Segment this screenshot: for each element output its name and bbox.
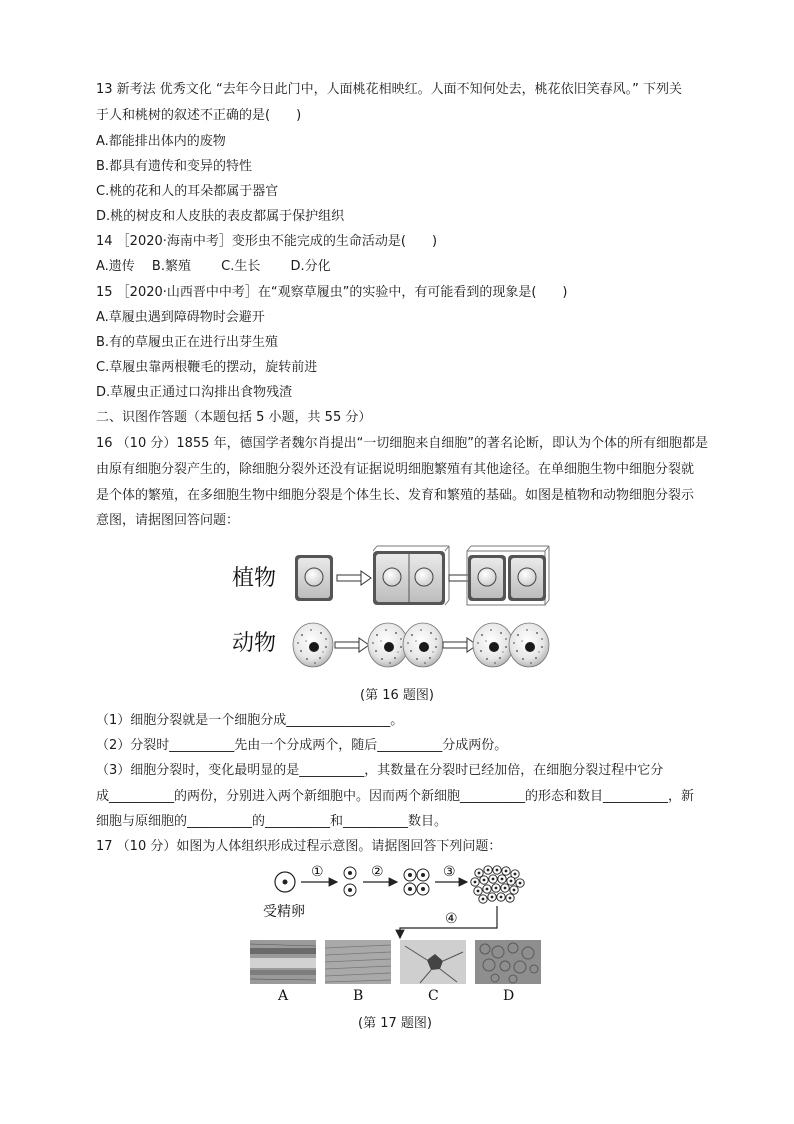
plant-cells-divided — [467, 546, 549, 605]
animal-cell-dividing — [368, 623, 443, 667]
arrow-icon — [335, 638, 369, 652]
tissue-image-d — [475, 940, 541, 984]
cell-division-figure — [225, 545, 565, 680]
q16-sub-2: （2）分裂时__________先由一个分成两个，随后__________分成两份。 — [96, 738, 508, 753]
plant-cell-dividing — [373, 546, 449, 605]
egg-label: 受精卵 — [263, 904, 305, 920]
tissue-image-a — [250, 940, 316, 984]
animal-cells-divided — [473, 623, 549, 667]
q14-options: A.遗传 B.繁殖 C.生长 D.分化 — [96, 259, 331, 274]
tissue-label-b: B — [353, 988, 364, 1004]
q16-stem-line2: 由原有细胞分裂产生的，除细胞分裂外还没有证据说明细胞繁殖有其他途径。在单细胞生物中细胞分裂就 — [96, 462, 695, 477]
q13-option-a: A.都能排出体内的废物 — [96, 134, 226, 149]
plant-label: 植物 — [232, 566, 277, 591]
tissue-label-c: C — [428, 988, 439, 1004]
figure-16-caption: (第 16 题图) — [360, 688, 434, 703]
tissue-image-c — [400, 940, 466, 984]
q15-option-a: A.草履虫遇到障碍物时会避开 — [96, 310, 265, 325]
arrow-icon — [443, 638, 477, 652]
plant-cell-1 — [295, 555, 333, 601]
q16-stem-line4: 意图，请据图回答问题： — [96, 513, 240, 528]
tissue-formation-figure — [245, 862, 545, 1007]
tissue-label-d: D — [503, 988, 515, 1004]
q14-stem: 14 ［2020·海南中考］变形虫不能完成的生命活动是( ) — [96, 234, 438, 249]
q13-stem-line2: 于人和桃树的叙述不正确的是( ) — [96, 108, 302, 123]
q16-sub-3-line2: 成__________的两份，分别进入两个新细胞中。因而两个新细胞__________的形态和数目__________，新 — [96, 789, 695, 804]
q16-stem-line1: 16 （10 分）1855 年，德国学者魏尔肖提出“一切细胞来自细胞”的著名论断，即认为个体的所有细胞都是 — [96, 436, 709, 451]
fertilized-egg — [275, 872, 295, 892]
step-2-label: ② — [371, 864, 384, 880]
four-cell-stage — [404, 869, 429, 895]
q15-option-d: D.草履虫正通过口沟排出食物残渣 — [96, 385, 293, 400]
tissue-image-b — [325, 940, 391, 984]
tissue-label-a: A — [278, 988, 289, 1004]
step-4-label: ④ — [445, 911, 458, 927]
q16-sub-3-line1: （3）细胞分裂时，变化最明显的是__________，其数量在分裂时已经加倍，在细胞分裂过程中它分 — [96, 763, 664, 778]
q16-sub-1: （1）细胞分裂就是一个细胞分成________________。 — [96, 713, 404, 728]
q17-stem: 17 （10 分）如图为人体组织形成过程示意图。请据图回答下列问题： — [96, 839, 502, 854]
q15-stem: 15 ［2020·山西晋中中考］在“观察草履虫”的实验中，有可能看到的现象是( ) — [96, 285, 568, 300]
arrow-icon — [337, 571, 371, 585]
animal-label: 动物 — [232, 631, 277, 656]
q15-option-b: B.有的草履虫正在进行出芽生殖 — [96, 335, 279, 350]
q16-stem-line3: 是个体的繁殖，在多细胞生物中细胞分裂是个体生长、发育和繁殖的基础。如图是植物和动物细胞分裂示 — [96, 488, 695, 503]
q13-option-c: C.桃的花和人的耳朵都属于器官 — [96, 184, 279, 199]
q16-sub-3-line3: 细胞与原细胞的__________的__________和__________数目。 — [96, 814, 448, 829]
section-heading: 二、识图作答题（本题包括 5 小题，共 55 分） — [96, 410, 372, 425]
step-3-label: ③ — [443, 864, 456, 880]
q15-option-c: C.草履虫靠两根鞭毛的摆动，旋转前进 — [96, 360, 318, 375]
two-cell-stage — [344, 867, 356, 896]
step-1-label: ① — [311, 864, 324, 880]
figure-17-caption: (第 17 题图) — [358, 1016, 432, 1031]
animal-cell-1 — [293, 623, 333, 667]
q13-stem-line1: 13 新考法 优秀文化 “去年今日此门中，人面桃花相映红。人面不知何处去，桃花依旧笑春风。” 下列关 — [96, 82, 683, 97]
cell-cluster — [471, 866, 524, 903]
q13-option-d: D.桃的树皮和人皮肤的表皮都属于保护组织 — [96, 209, 345, 224]
q13-option-b: B.都具有遗传和变异的特性 — [96, 159, 253, 174]
